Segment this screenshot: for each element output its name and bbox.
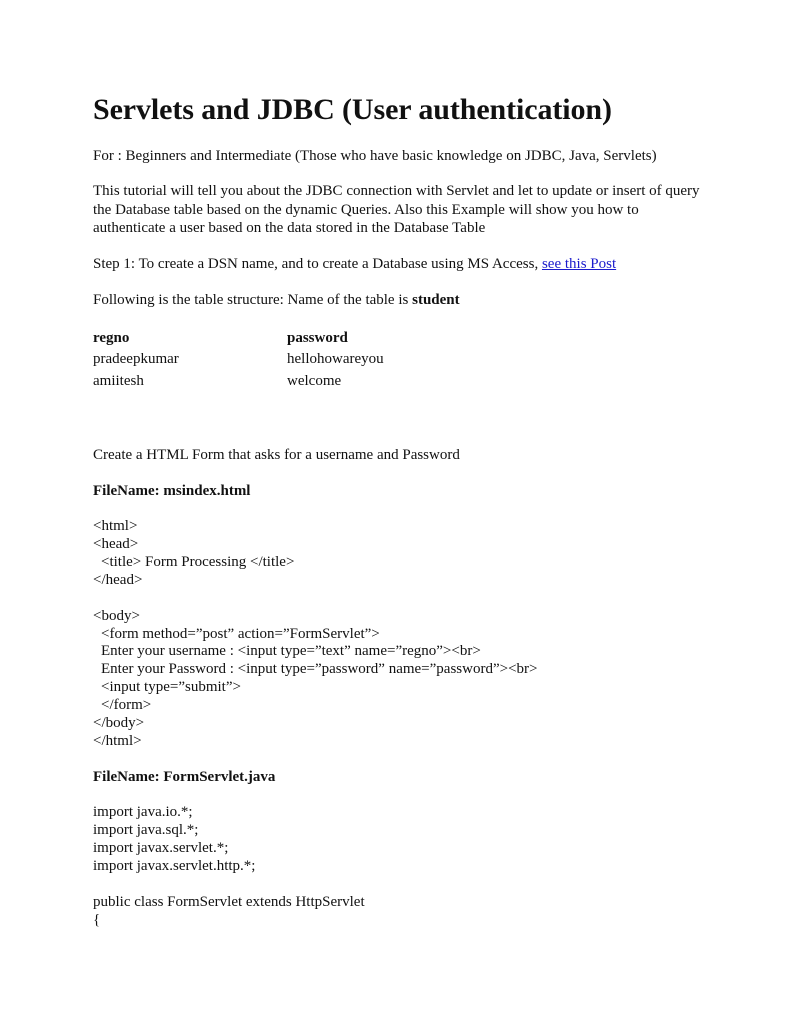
table-cell-password-2: welcome [287, 373, 342, 389]
code-line: <title> Form Processing </title> [101, 554, 295, 570]
table-header-regno: regno [93, 330, 130, 346]
file2-label: FileName: FormServlet.java [93, 769, 276, 785]
table-cell-regno-2: amiitesh [93, 373, 144, 389]
audience-line: For : Beginners and Intermediate (Those who have basic knowledge on JDBC, Java, Servlets) [93, 148, 657, 164]
step1-text: Step 1: To create a DSN name, and to create a Database using MS Access, [93, 256, 542, 272]
code-line: Enter your username : <input type=”text” name=”regno”><br> [101, 643, 481, 659]
table-cell-password-1: hellohowareyou [287, 351, 384, 367]
code-line: <input type=”submit”> [101, 679, 241, 695]
code-line: import javax.servlet.http.*; [93, 858, 256, 874]
code-line: </head> [93, 572, 143, 588]
code-line: Enter your Password : <input type=”password” name=”password”><br> [101, 661, 538, 677]
code-line: import java.sql.*; [93, 822, 199, 838]
table-cell-regno-1: pradeepkumar [93, 351, 179, 367]
table-name: student [412, 292, 460, 308]
code-line: </form> [101, 697, 152, 713]
code-line: import java.io.*; [93, 804, 193, 820]
table-header-password: password [287, 330, 348, 346]
code-line: import javax.servlet.*; [93, 840, 229, 856]
form-intro-line: Create a HTML Form that asks for a username and Password [93, 447, 460, 463]
code-line: </body> [93, 715, 145, 731]
table-intro-line [93, 291, 460, 309]
code-line: </html> [93, 733, 142, 749]
page-title: Servlets and JDBC (User authentication) [93, 93, 612, 126]
file1-label: FileName: msindex.html [93, 483, 251, 499]
code-line: <html> [93, 518, 138, 534]
step1-line [93, 255, 616, 273]
intro-paragraph: This tutorial will tell you about the JDBC connection with Servlet and let to update or insert of query the Database table based on the dynamic Queries. Also this Example will show you how to authenticate a user based on the data stored in the Database Table [93, 183, 700, 236]
code-line: <form method=”post” action=”FormServlet”> [101, 626, 380, 642]
code-line: <head> [93, 536, 139, 552]
code-line: { [93, 912, 101, 928]
code-line: public class FormServlet extends HttpServlet [93, 894, 365, 910]
table-intro-text: Following is the table structure: Name of the table is [93, 292, 413, 308]
see-this-post-link[interactable]: see this Post [541, 256, 617, 272]
code-line: <body> [93, 608, 140, 624]
